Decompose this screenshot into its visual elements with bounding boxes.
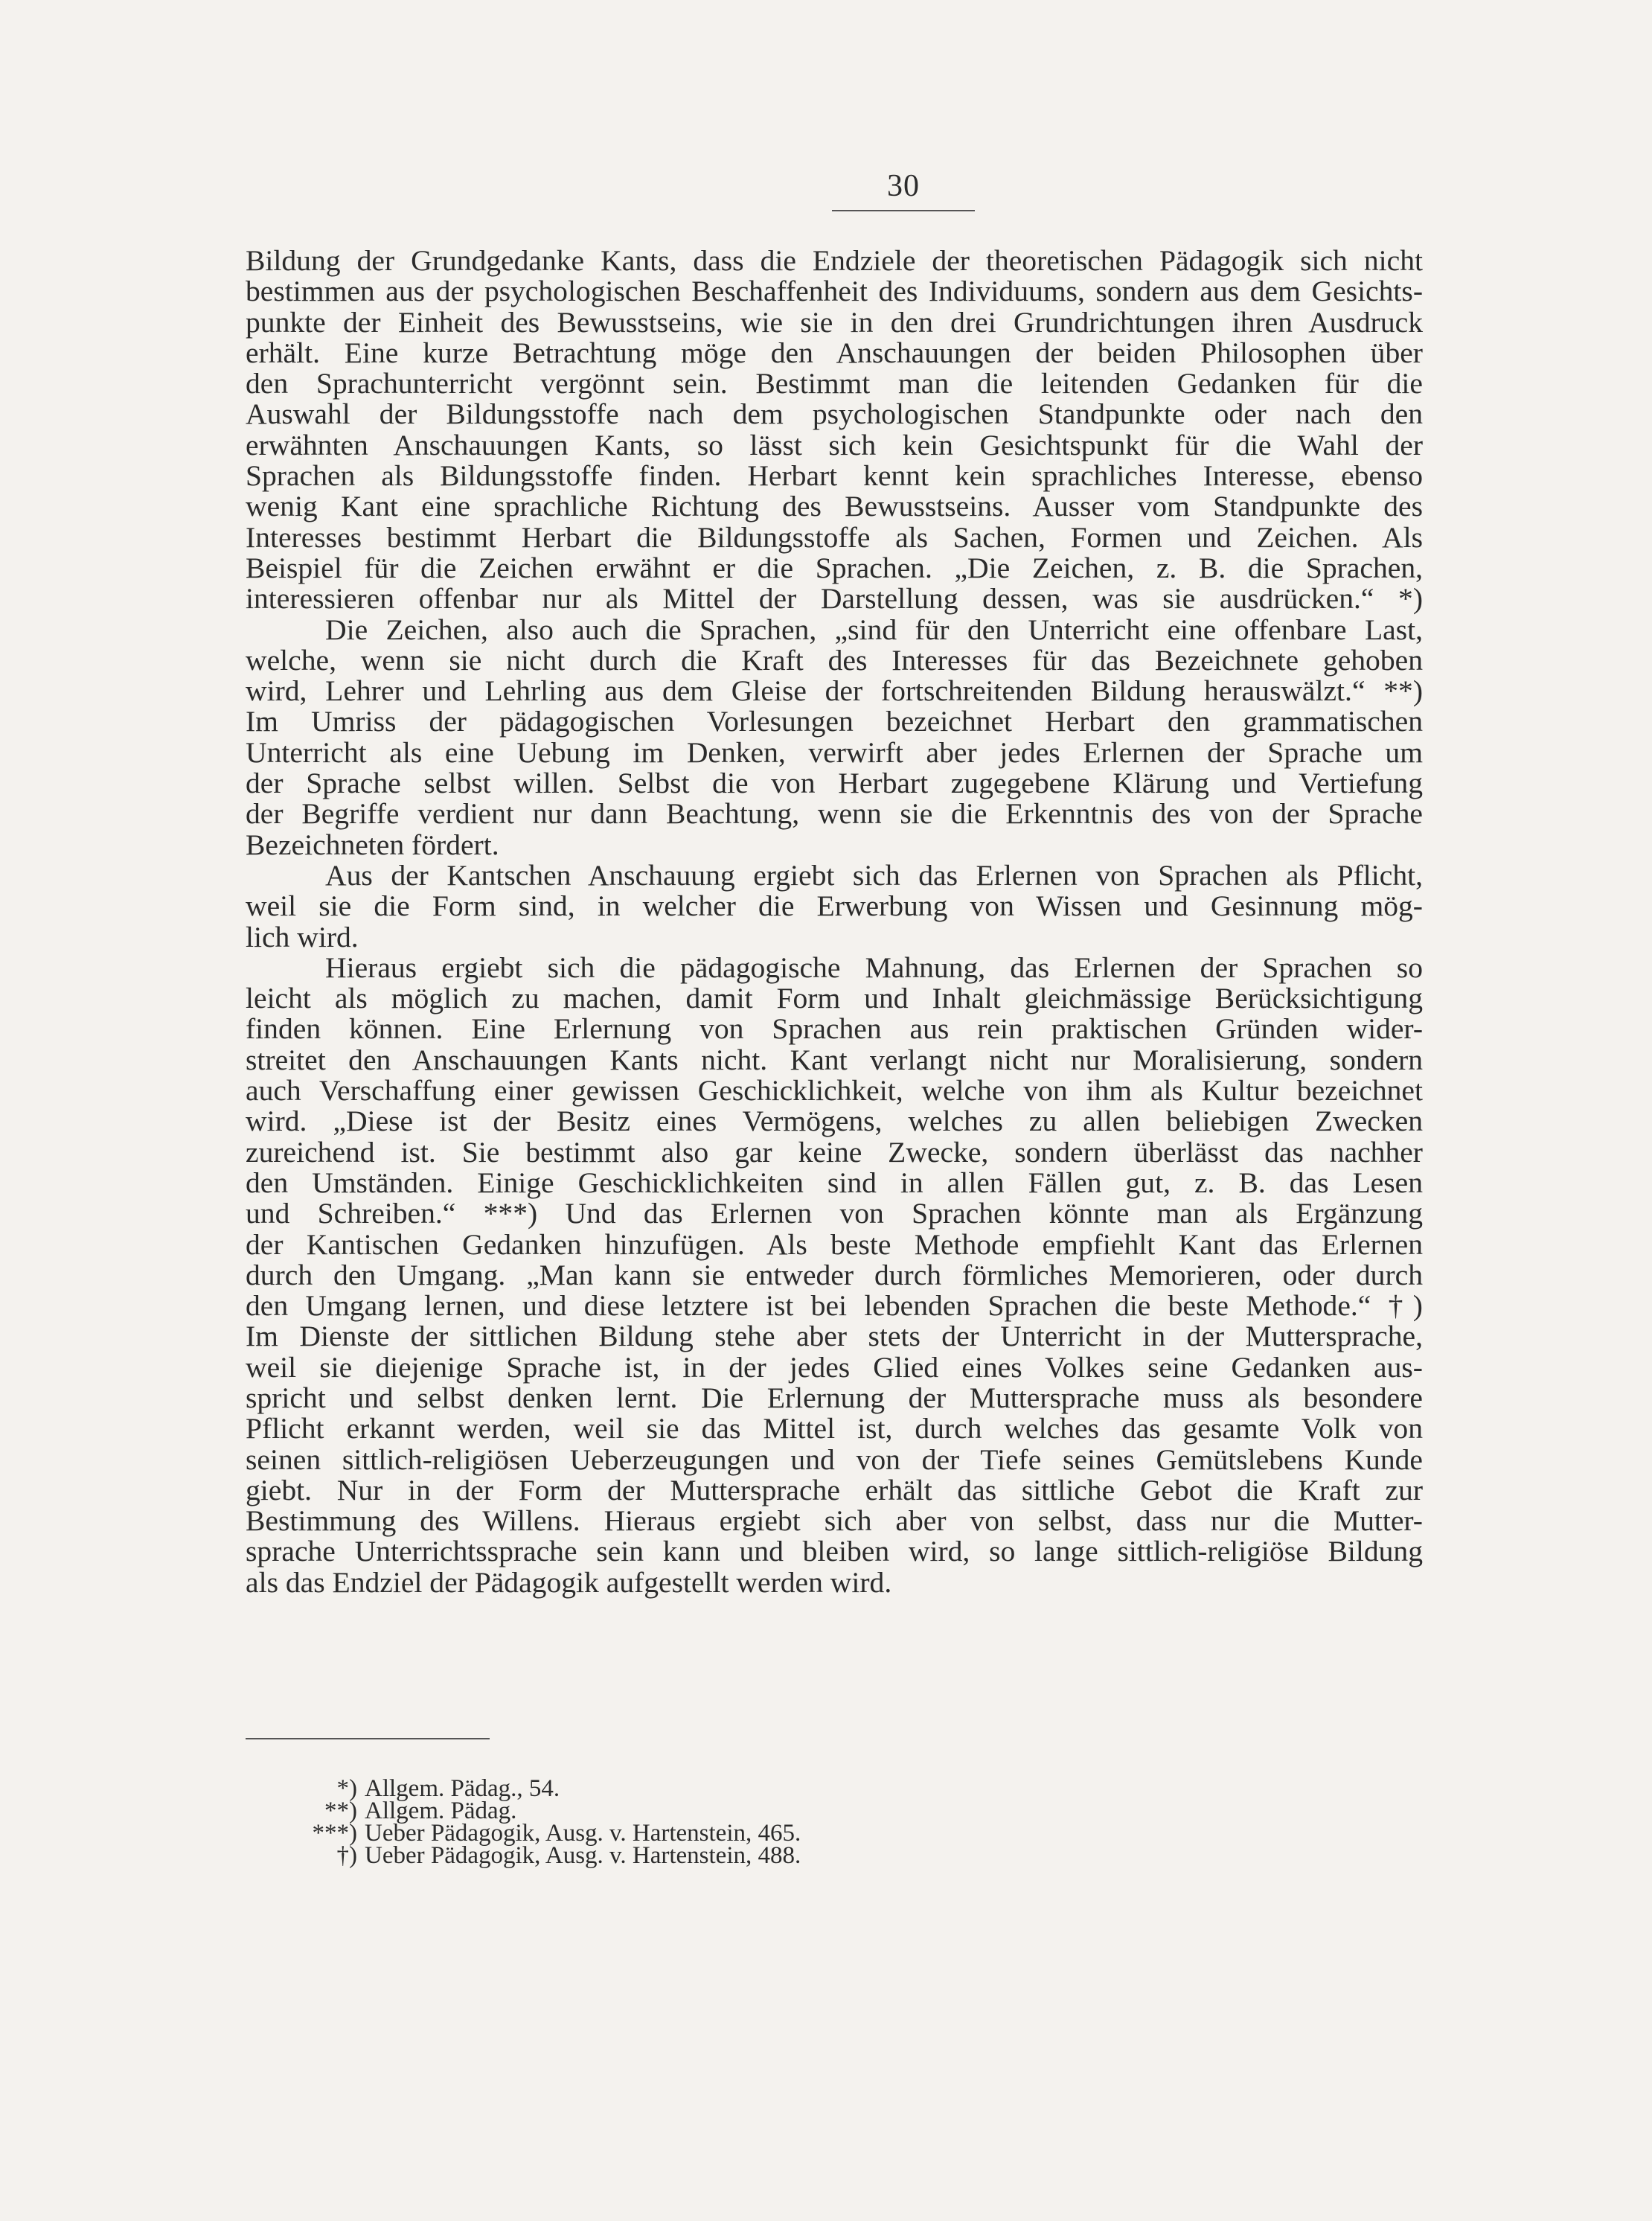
text-line: und Schreiben.“ ***) Und das Erlernen von Sprachen könnte man als Ergänzung	[246, 1197, 1423, 1230]
text-line: interessieren offenbar nur als Mittel der Darstellung dessen, was sie ausdrücken.“ *)	[246, 582, 1423, 616]
text-line: wird, Lehrer und Lehrling aus dem Gleise der fortschreitenden Bildung herauswälzt.“ **)	[246, 674, 1423, 708]
text-line: seinen sittlich-religiösen Ueberzeugungen und von der Tiefe seines Gemütslebens Kunde	[246, 1442, 1423, 1476]
body-text	[246, 246, 1423, 1598]
text-line: spricht und selbst denken lernt. Die Erlernung der Muttersprache muss als besondere	[246, 1381, 1423, 1414]
footnote-text: Allgem. Pädag.	[365, 1797, 517, 1824]
text-line: auch Verschaffung einer gewissen Geschicklichkeit, welche von ihm als Kultur bezeichnet	[246, 1074, 1423, 1108]
page-number-rule	[832, 210, 975, 211]
text-line: punkte der Einheit des Bewusstseins, wie sie in den drei Grundrichtungen ihren Ausdruck	[246, 305, 1423, 339]
text-line: Sprachen als Bildungsstoffe finden. Herbart kennt kein sprachliches Interesse, ebenso	[246, 459, 1423, 493]
footnote-text: Allgem. Pädag., 54.	[365, 1775, 560, 1802]
text-line: streitet den Anschauungen Kants nicht. Kant verlangt nicht nur Moralisierung, sondern	[246, 1043, 1423, 1076]
text-line: Bezeichneten fördert.	[246, 828, 499, 861]
text-line: Hieraus ergiebt sich die pädagogische Mahnung, das Erlernen der Sprachen so	[325, 950, 1423, 984]
text-line: wenig Kant eine sprachliche Richtung des Bewusstseins. Ausser vom Standpunkte des	[246, 490, 1423, 523]
text-line: erhält. Eine kurze Betrachtung möge den Anschauungen der beiden Philosophen über	[246, 336, 1423, 369]
footnote-rule	[246, 1738, 490, 1739]
text-line: Beispiel für die Zeichen erwähnt er die Sprachen. „Die Zeichen, z. B. die Sprachen,	[246, 551, 1423, 584]
text-line: welche, wenn sie nicht durch die Kraft des Interesses für das Bezeichnete gehoben	[246, 643, 1423, 677]
text-line: Bildung der Grundgedanke Kants, dass die Endziele der theoretischen Pädagogik sich nicht	[246, 244, 1423, 277]
footnote-mark: **)	[324, 1797, 357, 1824]
text-line: weil sie die Form sind, in welcher die Erwerbung von Wissen und Gesinnung mög-	[246, 889, 1423, 923]
text-line: weil sie diejenige Sprache ist, in der jedes Glied eines Volkes seine Gedanken aus-	[246, 1350, 1423, 1384]
footnote-mark: †)	[336, 1842, 357, 1869]
text-line: leicht als möglich zu machen, damit Form und Inhalt gleichmässige Berücksichtigung	[246, 982, 1423, 1015]
text-line: den Sprachunterricht vergönnt sein. Bestimmt man die leitenden Gedanken für die	[246, 367, 1423, 400]
text-line: als das Endziel der Pädagogik aufgestellt werden wird.	[246, 1565, 892, 1599]
text-line: der Begriffe verdient nur dann Beachtung, wenn sie die Erkenntnis des von der Sprache	[246, 797, 1423, 831]
footnote	[246, 1797, 801, 1824]
text-line: Unterricht als eine Uebung im Denken, verwirft aber jedes Erlernen der Sprache um	[246, 735, 1423, 769]
text-line: lich wird.	[246, 920, 359, 953]
text-line: giebt. Nur in der Form der Muttersprache erhält das sittliche Gebot die Kraft zur	[246, 1473, 1423, 1506]
text-line: der Kantischen Gedanken hinzufügen. Als beste Methode empfiehlt Kant das Erlernen	[246, 1227, 1423, 1261]
text-line: finden können. Eine Erlernung von Sprachen aus rein praktischen Gründen wider-	[246, 1012, 1423, 1046]
text-line: bestimmen aus der psychologischen Beschaffenheit des Individuums, sondern aus dem Gesichts-	[246, 275, 1423, 308]
text-line: Im Umriss der pädagogischen Vorlesungen bezeichnet Herbart den grammatischen	[246, 705, 1423, 738]
text-line: den Umständen. Einige Geschicklichkeiten sind in allen Fällen gut, z. B. das Lesen	[246, 1166, 1423, 1199]
footnote	[246, 1844, 801, 1867]
footnote-text: Ueber Pädagogik, Ausg. v. Hartenstein, 465.	[365, 1820, 801, 1847]
text-line: Interesses bestimmt Herbart die Bildungsstoffe als Sachen, Formen und Zeichen. Als	[246, 520, 1423, 554]
text-line: der Sprache selbst willen. Selbst die von Herbart zugegebene Klärung und Vertiefung	[246, 767, 1423, 800]
footnote-mark: *)	[336, 1775, 357, 1802]
footnote	[246, 1777, 801, 1800]
text-line: zureichend ist. Sie bestimmt also gar keine Zwecke, sondern überlässt das nachher	[246, 1135, 1423, 1169]
footnotes	[246, 1777, 801, 1867]
footnote-mark: ***)	[312, 1820, 357, 1847]
text-line: durch den Umgang. „Man kann sie entweder durch förmliches Memorieren, oder durch	[246, 1258, 1423, 1291]
text-line: sprache Unterrichtssprache sein kann und bleiben wird, so lange sittlich-religiöse Bildung	[246, 1535, 1423, 1568]
footnote	[246, 1820, 801, 1847]
text-line: Aus der Kantschen Anschauung ergiebt sich das Erlernen von Sprachen als Pflicht,	[325, 858, 1423, 892]
page-number: 30	[887, 169, 920, 203]
footnote-text: Ueber Pädagogik, Ausg. v. Hartenstein, 488.	[365, 1842, 801, 1869]
text-line: wird. „Diese ist der Besitz eines Vermögens, welches zu allen beliebigen Zwecken	[246, 1105, 1423, 1138]
text-line: Pflicht erkannt werden, weil sie das Mittel ist, durch welches das gesamte Volk von	[246, 1412, 1423, 1445]
text-line: Bestimmung des Willens. Hieraus ergiebt sich aber von selbst, dass nur die Mutter-	[246, 1504, 1423, 1538]
text-line: Auswahl der Bildungsstoffe nach dem psychologischen Standpunkte oder nach den	[246, 397, 1423, 431]
text-line: Die Zeichen, also auch die Sprachen, „sind für den Unterricht eine offenbare Last,	[325, 613, 1423, 646]
text-line: Im Dienste der sittlichen Bildung stehe aber stets der Unterricht in der Muttersprache,	[246, 1320, 1423, 1353]
text-line: erwähnten Anschauungen Kants, so lässt sich kein Gesichtspunkt für die Wahl der	[246, 428, 1423, 461]
text-line: den Umgang lernen, und diese letztere ist bei lebenden Sprachen die beste Methode.“ †)	[246, 1289, 1423, 1323]
